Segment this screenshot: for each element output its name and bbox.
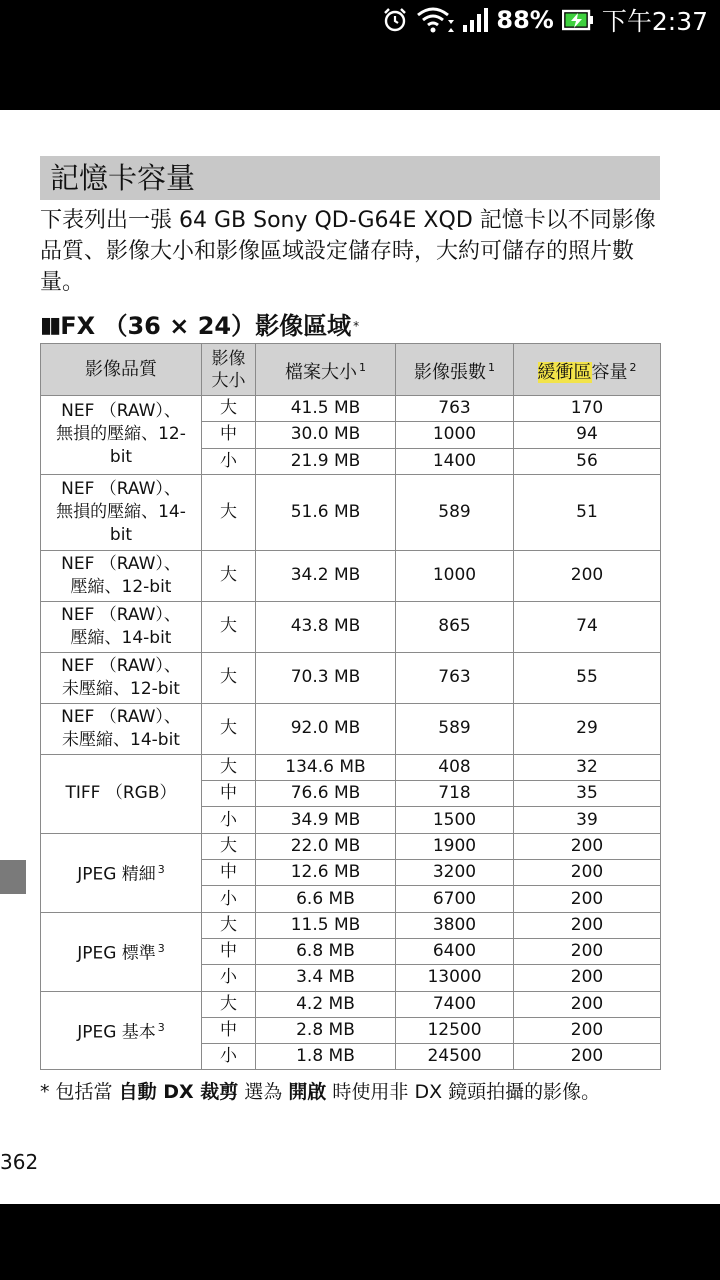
filesize-cell: 70.3 MB [256, 652, 396, 703]
count-cell: 13000 [396, 965, 514, 991]
size-cell: 中 [202, 422, 256, 448]
size-cell: 小 [202, 1044, 256, 1070]
table-row [41, 754, 661, 780]
size-cell: 大 [202, 912, 256, 938]
header-buffer-sup: 2 [629, 360, 637, 374]
buffer-cell: 200 [514, 550, 661, 601]
footnote-auto-dx-crop: 自動 DX 裁剪 [118, 1081, 239, 1103]
table-row [41, 652, 661, 703]
size-cell: 小 [202, 965, 256, 991]
quality-cell [41, 991, 202, 1070]
size-cell: 大 [202, 396, 256, 422]
quality-cell [41, 703, 202, 754]
count-cell: 6400 [396, 938, 514, 964]
footnote-star: * [40, 1081, 56, 1103]
count-cell: 589 [396, 474, 514, 550]
quality-cell [41, 396, 202, 475]
size-cell: 大 [202, 991, 256, 1017]
count-cell: 1400 [396, 448, 514, 474]
count-cell: 718 [396, 781, 514, 807]
quality-label: JPEG 標準 [77, 943, 156, 964]
filesize-cell: 6.6 MB [256, 886, 396, 912]
quality-cell [41, 474, 202, 550]
footnote-on: 開啟 [288, 1081, 327, 1103]
quality-label: NEF （RAW）、無損的壓縮、12-bit [56, 401, 186, 468]
section-title: 記憶卡容量 [40, 156, 660, 200]
buffer-cell: 200 [514, 833, 661, 859]
count-cell: 865 [396, 601, 514, 652]
buffer-cell: 200 [514, 860, 661, 886]
quality-cell [41, 754, 202, 833]
footnote-text-2: 選為 [238, 1081, 289, 1103]
table-row [41, 474, 661, 550]
table-row [41, 703, 661, 754]
filesize-cell: 11.5 MB [256, 912, 396, 938]
buffer-cell: 200 [514, 1017, 661, 1043]
count-cell: 24500 [396, 1044, 514, 1070]
table-row [41, 833, 661, 859]
quality-label: JPEG 精細 [77, 865, 156, 886]
filesize-cell: 92.0 MB [256, 703, 396, 754]
filesize-cell: 4.2 MB [256, 991, 396, 1017]
buffer-cell: 200 [514, 991, 661, 1017]
quality-sup: 3 [157, 863, 165, 877]
size-cell: 中 [202, 938, 256, 964]
header-buffer [514, 344, 661, 396]
document-page[interactable] [0, 110, 720, 1204]
quality-label: NEF （RAW）、壓縮、12-bit [61, 553, 181, 597]
header-filesize-label: 檔案大小 [285, 361, 357, 383]
quality-label: TIFF （RGB） [65, 783, 177, 804]
buffer-cell: 32 [514, 754, 661, 780]
header-size [202, 344, 256, 396]
clock: 下午2:37 [601, 7, 708, 36]
size-cell: 小 [202, 448, 256, 474]
buffer-cell: 56 [514, 448, 661, 474]
filesize-cell: 2.8 MB [256, 1017, 396, 1043]
buffer-cell: 200 [514, 1044, 661, 1070]
filesize-cell: 22.0 MB [256, 833, 396, 859]
header-buffer-highlight: 緩衝區 [537, 361, 592, 383]
table-header-row [41, 344, 661, 396]
header-quality: 影像品質 [41, 344, 202, 396]
size-cell: 大 [202, 601, 256, 652]
count-cell: 3800 [396, 912, 514, 938]
quality-cell [41, 550, 202, 601]
filesize-cell: 43.8 MB [256, 601, 396, 652]
count-cell: 763 [396, 396, 514, 422]
wifi-icon [416, 6, 454, 34]
battery-charging-icon [562, 9, 594, 31]
buffer-cell: 51 [514, 474, 661, 550]
quality-sup: 3 [157, 942, 165, 956]
table-row [41, 396, 661, 422]
count-cell: 408 [396, 754, 514, 780]
header-filesize-sup: 1 [359, 360, 366, 374]
navigation-bar [0, 1204, 720, 1280]
quality-label: NEF （RAW）、無損的壓縮、14-bit [56, 478, 186, 545]
size-cell: 大 [202, 754, 256, 780]
quality-cell [41, 652, 202, 703]
quality-label: NEF （RAW）、未壓縮、12-bit [61, 655, 181, 699]
buffer-cell: 170 [514, 396, 661, 422]
buffer-cell: 200 [514, 912, 661, 938]
buffer-cell: 29 [514, 703, 661, 754]
alarm-icon [382, 7, 408, 33]
filesize-cell: 21.9 MB [256, 448, 396, 474]
quality-label: JPEG 基本 [77, 1022, 156, 1043]
quality-sup: 3 [157, 1021, 165, 1035]
header-count [396, 344, 514, 396]
count-cell: 1500 [396, 807, 514, 833]
buffer-cell: 39 [514, 807, 661, 833]
buffer-cell: 200 [514, 886, 661, 912]
capacity-table [40, 343, 661, 1070]
footnote-text-1: 包括當 [55, 1081, 119, 1103]
buffer-cell: 74 [514, 601, 661, 652]
filesize-cell: 12.6 MB [256, 860, 396, 886]
size-cell: 大 [202, 652, 256, 703]
count-cell: 1900 [396, 833, 514, 859]
side-index-tab [0, 860, 26, 894]
size-cell: 小 [202, 886, 256, 912]
filesize-cell: 34.2 MB [256, 550, 396, 601]
quality-cell [41, 601, 202, 652]
fx-format-icon: ▮▮ [40, 313, 59, 338]
size-cell: 大 [202, 550, 256, 601]
signal-icon [462, 8, 488, 32]
buffer-cell: 94 [514, 422, 661, 448]
intro-paragraph: 下表列出一張 64 GB Sony QD-G64E XQD 記憶卡以不同影像品質、影像大小和影像區域設定儲存時，大約可儲存的照片數量。 [40, 208, 656, 295]
count-cell: 6700 [396, 886, 514, 912]
fx-title-footnote-mark: * [353, 319, 360, 333]
filesize-cell: 1.8 MB [256, 1044, 396, 1070]
table-row [41, 912, 661, 938]
count-cell: 1000 [396, 422, 514, 448]
status-icons [382, 2, 708, 38]
filesize-cell: 51.6 MB [256, 474, 396, 550]
size-cell: 中 [202, 781, 256, 807]
filesize-cell: 76.6 MB [256, 781, 396, 807]
filesize-cell: 34.9 MB [256, 807, 396, 833]
table-row [41, 991, 661, 1017]
header-count-label: 影像張數 [414, 361, 486, 383]
filesize-cell: 6.8 MB [256, 938, 396, 964]
buffer-cell: 35 [514, 781, 661, 807]
footnote [40, 1077, 680, 1107]
fx-area-title [40, 309, 359, 343]
header-buffer-label: 容量 [591, 361, 628, 383]
size-cell: 大 [202, 474, 256, 550]
header-count-sup: 1 [488, 360, 495, 374]
fx-title-text: FX （36 × 24）影像區域 [60, 312, 352, 340]
header-filesize [256, 344, 396, 396]
buffer-cell: 200 [514, 938, 661, 964]
page-number: 362 [0, 1150, 39, 1174]
footnote-text-3: 時使用非 DX 鏡頭拍攝的影像。 [326, 1081, 601, 1103]
status-bar [0, 0, 720, 110]
size-cell: 大 [202, 833, 256, 859]
count-cell: 3200 [396, 860, 514, 886]
table-row [41, 601, 661, 652]
quality-cell [41, 912, 202, 991]
count-cell: 7400 [396, 991, 514, 1017]
header-size-label: 影像大小 [211, 348, 246, 391]
count-cell: 1000 [396, 550, 514, 601]
filesize-cell: 3.4 MB [256, 965, 396, 991]
count-cell: 763 [396, 652, 514, 703]
size-cell: 大 [202, 703, 256, 754]
quality-label: NEF （RAW）、未壓縮、14-bit [61, 706, 181, 750]
filesize-cell: 30.0 MB [256, 422, 396, 448]
table-row [41, 550, 661, 601]
count-cell: 589 [396, 703, 514, 754]
filesize-cell: 134.6 MB [256, 754, 396, 780]
quality-cell [41, 833, 202, 912]
buffer-cell: 55 [514, 652, 661, 703]
filesize-cell: 41.5 MB [256, 396, 396, 422]
buffer-cell: 200 [514, 965, 661, 991]
quality-label: NEF （RAW）、壓縮、14-bit [61, 604, 181, 648]
size-cell: 中 [202, 860, 256, 886]
battery-percent: 88% [496, 6, 554, 34]
size-cell: 中 [202, 1017, 256, 1043]
size-cell: 小 [202, 807, 256, 833]
count-cell: 12500 [396, 1017, 514, 1043]
